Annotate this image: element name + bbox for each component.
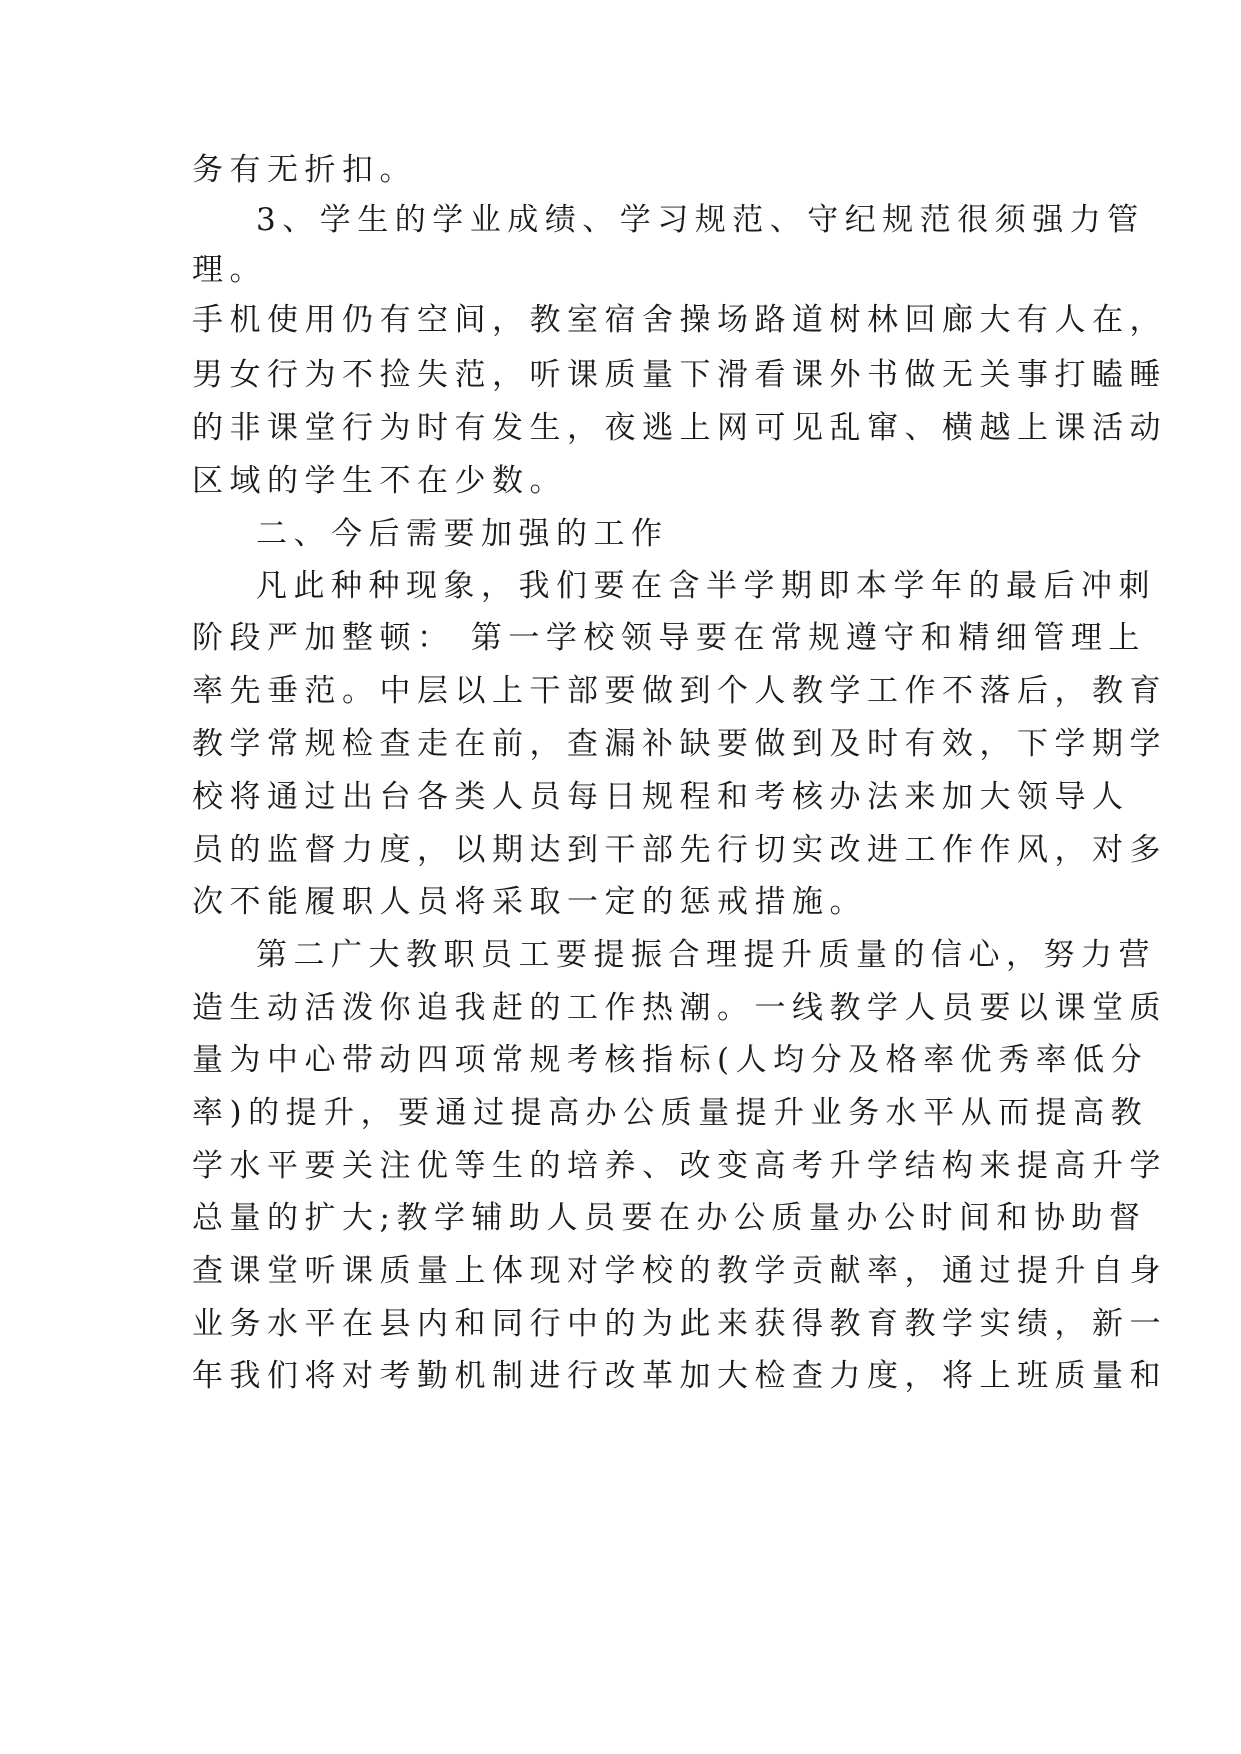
text-line: 查课堂听课质量上体现对学校的教学贡献率，通过提升自身 [192,1253,1167,1289]
text-line: 阶段严加整顿： 第一学校领导要在常规遵守和精细管理上 [192,620,1146,656]
text-line: 造生动活泼你追我赶的工作热潮。一线教学人员要以课堂质 [192,990,1167,1026]
text-line: 率)的提升，要通过提高办公质量提升业务水平从而提高教 [192,1095,1149,1131]
text-line: 凡此种种现象，我们要在含半学期即本学年的最后冲刺 [256,568,1156,604]
text-line: 教学常规检查走在前，查漏补缺要做到及时有效，下学期学 [192,726,1167,762]
text-line: 量为中心带动四项常规考核指标(人均分及格率优秀率低分 [192,1042,1149,1078]
text-line: 校将通过出台各类人员每日规程和考核办法来加大领导人 [192,779,1130,815]
text-line: 业务水平在县内和同行中的为此来获得教育教学实绩，新一 [192,1306,1167,1342]
text-line: 学水平要关注优等生的培养、改变高考升学结构来提高升学 [192,1148,1167,1184]
text-line: 率先垂范。中层以上干部要做到个人教学工作不落后，教育 [192,673,1167,709]
text-line: 年我们将对考勤机制进行改革加大检查力度，将上班质量和 [192,1358,1167,1394]
text-line: 的非课堂行为时有发生，夜逃上网可见乱窜、横越上课活动 [192,410,1167,446]
text-line: 男女行为不捡失范，听课质量下滑看课外书做无关事打瞌睡 [192,357,1167,393]
section-heading: 二、今后需要加强的工作 [256,516,669,552]
text-line: 3、学生的学业成绩、学习规范、守纪规范很须强力管 [256,202,1145,238]
text-line: 总量的扩大;教学辅助人员要在办公质量办公时间和协助督 [192,1200,1147,1236]
text-line: 第二广大教职员工要提振合理提升质量的信心，努力营 [256,937,1156,973]
text-line: 手机使用仍有空间，教室宿舍操场路道树林回廊大有人在， [192,302,1167,338]
text-line: 务有无折扣。 [192,152,417,188]
text-line: 理。 [192,252,267,288]
text-line: 区域的学生不在少数。 [192,463,567,499]
text-line: 员的监督力度，以期达到干部先行切实改进工作作风，对多 [192,832,1167,868]
text-line: 次不能履职人员将采取一定的惩戒措施。 [192,884,867,920]
